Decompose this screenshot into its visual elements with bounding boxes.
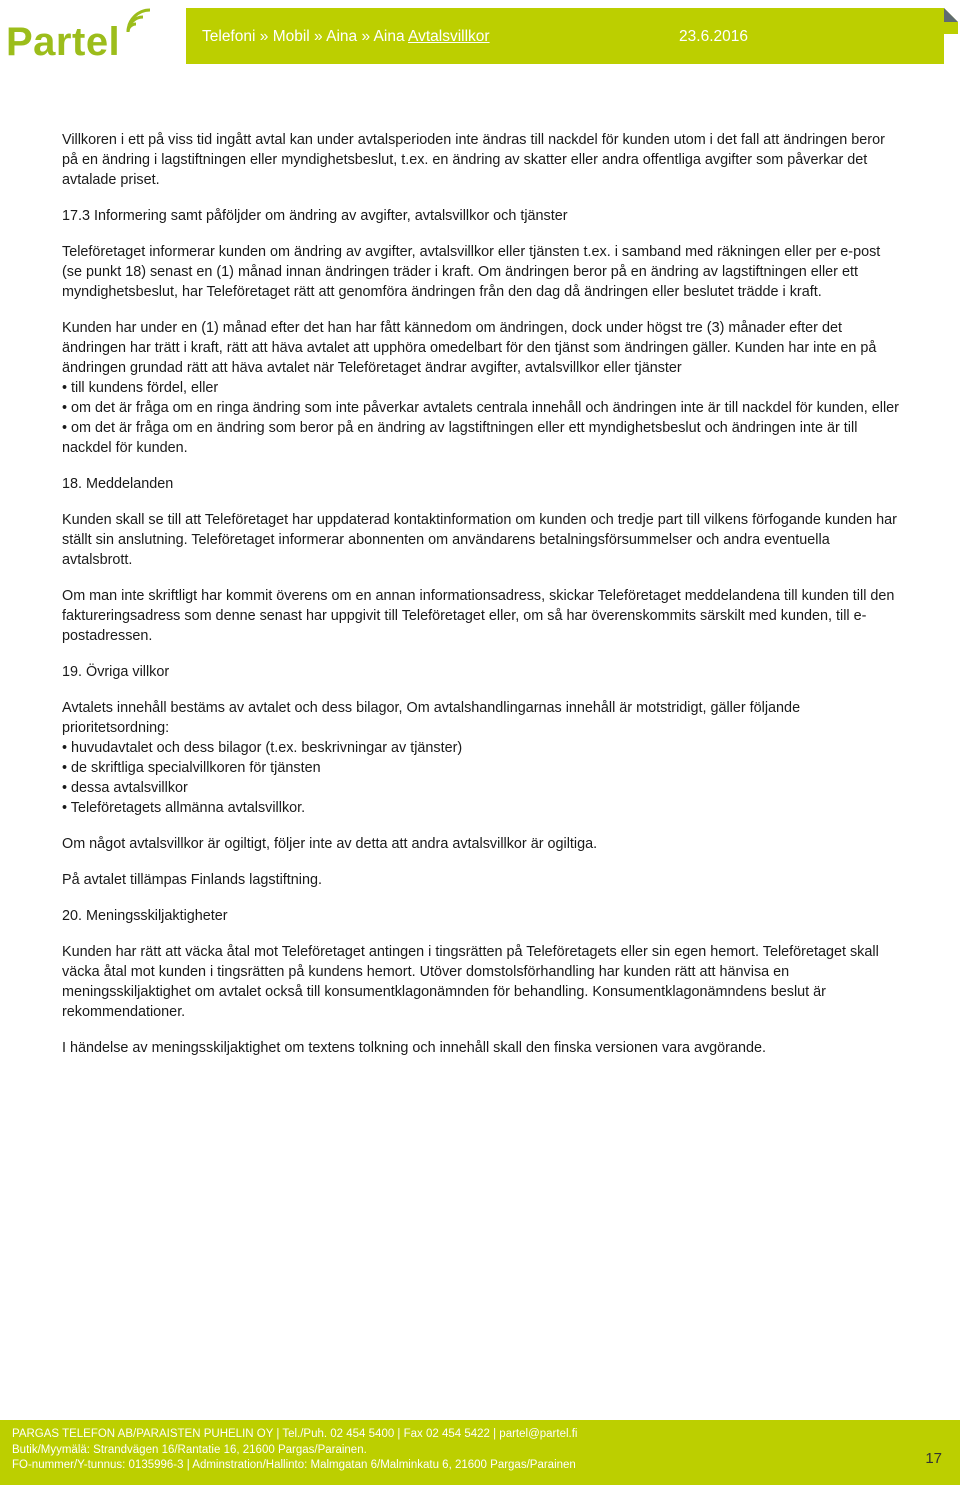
footer-contact	[12, 1427, 577, 1474]
list-item: • om det är fråga om en ringa ändring som inte påverkar avtalets centrala innehåll och ändringen inte är till nackdel för kunden, eller	[62, 400, 899, 416]
list-item: • dessa avtalsvillkor	[62, 780, 188, 796]
logo-text: Partel	[6, 20, 121, 64]
breadcrumb-separator: »	[314, 28, 323, 45]
page-header	[0, 0, 960, 70]
paragraph-legal-action: Kunden har rätt att väcka åtal mot Teleföretaget antingen i tingsrätten på Teleföretagets eller sin egen hemort. Teleföretaget skall väcka åtal mot kunden i tingsrätten på kundens hemort. Utöver domstolsförhandling har kunden rätt att hänvisa en meningsskiljaktighet om avtalet också till konsumentklagonämnden för behandling. Konsumentklagonämndens beslut är rekommendationer.	[62, 944, 879, 1020]
breadcrumb-item-telefoni[interactable]: Telefoni	[202, 28, 256, 45]
paragraph-informing: Teleföretaget informerar kunden om ändring av avgifter, avtalsvillkor eller tjänsten t.ex. i samband med räkningen eller per e-post (se punkt 18) senast en (1) månad innan ändringen träder i kraft. Om ändringen beror på en ändring av lagstiftningen eller ett myndighetsbeslut, har Teleföretaget rätt att genomföra ändringen från den dag då ändringen eller beslutet trädde i kraft.	[62, 244, 881, 300]
paragraph-finnish-version: I händelse av meningsskiljaktighet om textens tolkning och innehåll skall den finska versionen vara avgörande.	[62, 1040, 766, 1056]
section-heading-17-3: 17.3 Informering samt påföljder om ändring av avgifter, avtalsvillkor och tjänster	[62, 208, 568, 224]
paragraph-contact-info: Kunden skall se till att Teleföretaget har uppdaterad kontaktinformation om kunden och tredje part till vilkens förfogande kunden har ställt sin anslutning. Teleföretaget informerar abonnenten om användarens betalningsförsummelser och andra eventuella avtalsbrott.	[62, 512, 897, 568]
breadcrumb-separator: »	[361, 28, 371, 45]
breadcrumb-item-avtalsvillkor[interactable]: Avtalsvillkor	[408, 28, 490, 45]
breadcrumb-item-mobil[interactable]: Mobil	[272, 28, 310, 45]
footer-line-registration: FO-nummer/Y-tunnus: 0135996-3 | Adminstration/Hallinto: Malmgatan 6/Malminkatu 6, 21600 Pargas/Parainen	[12, 1459, 576, 1471]
breadcrumb-separator: »	[259, 28, 269, 45]
breadcrumb-item-aina-2[interactable]: Aina	[373, 28, 405, 45]
list-item: • till kundens fördel, eller	[62, 380, 219, 396]
list-item: • Teleföretagets allmänna avtalsvillkor.	[62, 800, 306, 816]
section-heading-18: 18. Meddelanden	[62, 476, 174, 492]
header-band	[186, 8, 944, 64]
signal-waves-icon	[122, 6, 162, 36]
paragraph-termination-right: Kunden har under en (1) månad efter det han har fått kännedom om ändringen, dock under högst tre (3) månader efter det ändringen har trätt i kraft, rätt att häva avtalet att upphöra omedelbart för den tjänst som ändringen gäller. Kunden har inte en på ändringen grundad rätt att häva avtalet när Teleföretaget ändrar avgifter, avtalsvillkor eller tjänster	[62, 320, 877, 376]
footer-line-store: Butik/Myymälä: Strandvägen 16/Rantatie 16, 21600 Pargas/Parainen.	[12, 1443, 367, 1456]
section-heading-20: 20. Meningsskiljaktigheter	[62, 908, 228, 924]
list-item: • huvudavtalet och dess bilagor (t.ex. beskrivningar av tjänster)	[62, 740, 463, 756]
header-date: 23.6.2016	[679, 28, 748, 45]
paragraph-applicable-law: På avtalet tillämpas Finlands lagstiftning.	[62, 872, 322, 888]
breadcrumb	[202, 28, 490, 46]
paragraph-priority-order: Avtalets innehåll bestäms av avtalet och dess bilagor, Om avtalshandlingarnas innehåll är motstridigt, gäller följande prioritetsordning:	[62, 700, 801, 736]
paragraph-price-change: Villkoren i ett på viss tid ingått avtal kan under avtalsperioden inte ändras till nackdel för kunden utom i det fall att ändringen beror på en ändring i lagstiftningen eller myndighetsbeslut, t.ex. en ändring av skatter eller andra offentliga avgifter som påverkar det avtalade priset.	[62, 132, 885, 188]
page-fold-icon	[934, 8, 958, 34]
list-item: • om det är fråga om en ändring som beror på en ändring av lagstiftningen eller ett myndighetsbeslut och ändringen inte är till nackdel för kunden.	[62, 420, 858, 456]
footer-line-company: PARGAS TELEFON AB/PARAISTEN PUHELIN OY | Tel./Puh. 02 454 5400 | Fax 02 454 5422 | partel@partel.fi	[12, 1428, 578, 1440]
page-number: 17	[925, 1450, 942, 1467]
document-body	[62, 130, 900, 1058]
list-item: • de skriftliga specialvillkoren för tjänsten	[62, 760, 321, 776]
paragraph-info-address: Om man inte skriftligt har kommit överens om en annan informationsadress, skickar Teleföretaget meddelandena till kunden till den faktureringsadress som denne senast har uppgivit till Teleföretaget eller, om så har överenskommits särskilt med kunden, till e-postadressen.	[62, 588, 895, 644]
partel-logo[interactable]	[6, 6, 156, 64]
page-footer	[0, 1420, 960, 1485]
paragraph-invalid-terms: Om något avtalsvillkor är ogiltigt, följer inte av detta att andra avtalsvillkor är ogiltiga.	[62, 836, 598, 852]
breadcrumb-item-aina[interactable]: Aina	[326, 28, 358, 45]
section-heading-19: 19. Övriga villkor	[62, 664, 170, 680]
